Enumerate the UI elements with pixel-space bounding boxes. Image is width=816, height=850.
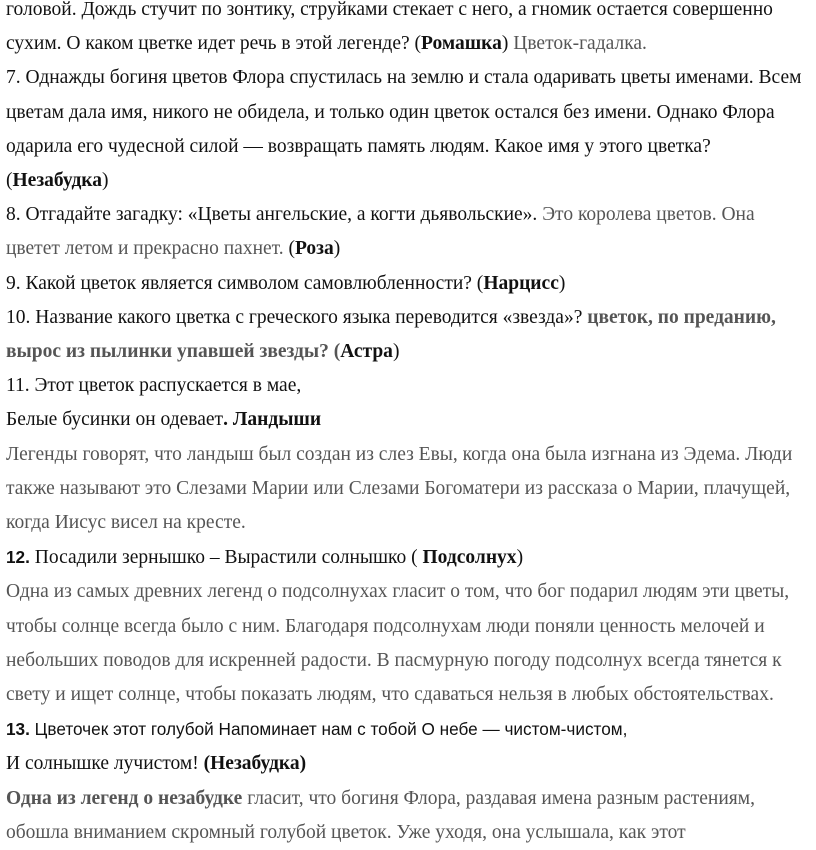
item-number: 12. (6, 547, 30, 568)
line-text-gray: когда Иисус висел на кресте. (6, 512, 246, 534)
line-text-gray: небольших поводов для искренней радости. В пасмурную погоду подсолнух всегда тянется к (6, 649, 782, 671)
line-text-gray: чтобы солнце всегда было с ним. Благодаря подсолнухам люди поняли ценность мелочей и (6, 615, 765, 637)
line-text: сухим. О каком цветке идет речь в этой легенде? ( (6, 33, 422, 55)
line-text: 10. Название какого цветка с греческого языка переводится «звезда»? (6, 306, 588, 328)
answer-bold: Роза (294, 238, 334, 260)
answer-bold: Подсолнух (422, 547, 517, 569)
line-text: 11. Этот цветок распускается в мае, (6, 375, 302, 397)
text-line (6, 267, 812, 301)
line-text-gray: Это королева цветов. Она (542, 204, 755, 226)
line-text: одарила его чудесной силой — возвращать память людям. Какое имя у этого цветка? (6, 135, 711, 157)
line-text-gray: гласит, что богиня Флора, раздавая имена разным растениям, (242, 787, 755, 809)
line-text: головой. Дождь стучит по зонтику, струйками стекает с него, а гномик остается совершенно (6, 0, 773, 20)
text-line (6, 678, 812, 712)
text-line (6, 232, 812, 266)
text-line (6, 130, 812, 164)
text-line (6, 610, 812, 644)
line-text-gray: свету и ищет солнце, чтобы показать людям, что сдаваться нельзя в любых обстоятельствах. (6, 684, 774, 706)
text-line (6, 747, 812, 781)
line-text: 9. Какой цветок является символом самовлюбленности? ( (6, 272, 484, 294)
line-text-gray: также называют это Слезами Марии или Слезами Богоматери из рассказа о Марии, плачущей, (6, 477, 791, 499)
text-line (6, 816, 812, 850)
text-line (6, 61, 812, 95)
line-text: ) (558, 272, 566, 294)
answer-bold: Ромашка (421, 33, 502, 55)
text-line (6, 506, 812, 540)
answer-bold: Незабудка (12, 170, 102, 192)
line-text: ) (102, 170, 109, 192)
line-text: 8. Отгадайте загадку: «Цветы ангельские, а когти дьявольские». (6, 204, 543, 226)
item-number: 13. (6, 719, 30, 740)
text-line (6, 438, 812, 472)
line-text-gray: Одна из самых древних легенд о подсолнухах гласит о том, что бог подарил людям эти цветы, (6, 581, 790, 603)
line-text-gray: Легенды говорят, что ландыш был создан из слез Евы, когда она была изгнана из Эдема. Люди (6, 443, 793, 465)
answer-bold: Астра (340, 341, 393, 363)
line-text-gray: обошла вниманием скромный голубой цветок. Уже уходя, она услышала, как этот (6, 821, 686, 843)
answer-bold: . Ландыши (223, 409, 322, 431)
text-line (6, 369, 812, 403)
text-line (6, 0, 812, 27)
answer-bold: (Незабудка) (203, 753, 307, 775)
text-line (6, 27, 812, 61)
line-text: Посадили зернышко – Вырастили солнышко ( (29, 547, 423, 569)
line-text: ) (516, 547, 524, 569)
text-line (6, 575, 812, 609)
text-line (6, 403, 812, 437)
line-text-gray-bold: Одна из легенд о незабудке (6, 787, 243, 809)
line-text: ) (333, 238, 341, 260)
text-line (6, 782, 812, 816)
text-line (6, 472, 812, 506)
line-text-gray-bold: цветок, по преданию, (587, 306, 776, 328)
text-line (6, 164, 812, 198)
line-text: ( (288, 238, 295, 260)
line-text: ( (6, 170, 13, 192)
line-text: ) (501, 33, 514, 55)
text-line (6, 335, 812, 369)
text-line (6, 96, 812, 130)
line-text: И солнышке лучистом! (6, 753, 204, 775)
text-line (6, 198, 812, 232)
text-line (6, 644, 812, 678)
line-text: 7. Однажды богиня цветов Флора спустилась на землю и стала одаривать цветы именами. Всем (6, 67, 802, 89)
line-text-gray: Цветок-гадалка. (513, 33, 647, 55)
line-text-gray: цветет летом и прекрасно пахнет. (6, 238, 289, 260)
answer-bold: Нарцисс (483, 272, 559, 294)
text-line (6, 540, 812, 575)
line-text: ) (392, 341, 400, 363)
line-text: цветам дала имя, никого не обидела, и только один цветок остался без имени. Однако Флора (6, 101, 775, 123)
text-line (6, 712, 812, 747)
line-text-sans: Цветочек этот голубой Напоминает нам с тобой О небе — чистом-чистом, (29, 719, 628, 740)
text-line (6, 301, 812, 335)
line-text: Белые бусинки он одевает (6, 409, 224, 431)
line-text-gray-bold: вырос из пылинки упавшей звезды? ( (6, 341, 341, 363)
